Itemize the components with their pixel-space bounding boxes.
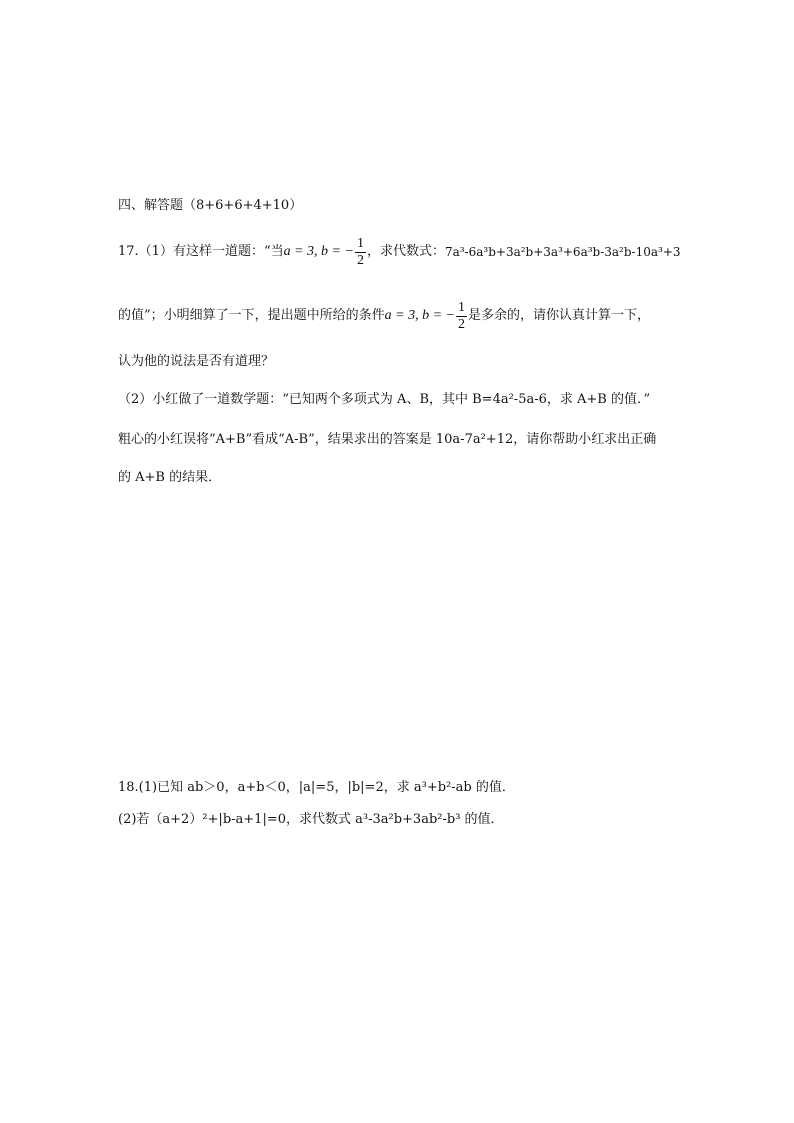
q18-line1: 18.(1)已知 ab＞0，a+b＜0，|a|=5，|b|=2，求 a³+b²-ab 的值．: [118, 780, 515, 795]
q17-condition-math-2: a = 3, b = −: [384, 308, 455, 323]
fraction-denominator: 2: [458, 316, 465, 332]
q17-part2-line2: 粗心的小红误将“A+B”看成“A-B”，结果求出的答案是 10a-7a²+12，请你帮助小红求出正确: [118, 432, 657, 447]
q17-expression: 7a³-6a³b+3a²b+3a³+6a³b-3a²b-10a³+3: [444, 245, 681, 259]
q17-line2-tail: 是多余的，请你认真计算一下，: [468, 308, 651, 323]
q17-condition-math: a = 3, b = −: [283, 244, 354, 259]
q17-lead-text: 17.（1）有这样一道题：“当: [118, 244, 284, 259]
q17-fraction: [355, 236, 366, 269]
q17-fraction-2: [456, 300, 467, 333]
q17-part1-line1: [118, 232, 681, 272]
q17-part2-line1: （2）小红做了一道数学题：“已知两个多项式为 A、B，其中 B=4a²-5a-6，求 A+B 的值．”: [118, 392, 651, 407]
section-title: 四、解答题（8+6+6+4+10）: [118, 198, 303, 213]
q18-line2: (2)若（a+2）²+|b-a+1|=0，求代数式 a³-3a²b+3ab²-b³ 的值．: [118, 812, 504, 827]
fraction-numerator: 1: [356, 235, 364, 251]
q17-mid-text: ，求代数式：: [366, 244, 445, 259]
fraction-numerator: 1: [458, 299, 465, 315]
q17-part1-line2: [118, 296, 650, 336]
q17-line2-lead: 的值”；小明细算了一下，提出题中所给的条件: [118, 308, 385, 323]
q17-part2-line3: 的 A+B 的结果．: [118, 470, 222, 485]
fraction-denominator: 2: [356, 252, 364, 268]
q17-part1-line3: 认为他的说法是否有道理？: [118, 354, 275, 369]
